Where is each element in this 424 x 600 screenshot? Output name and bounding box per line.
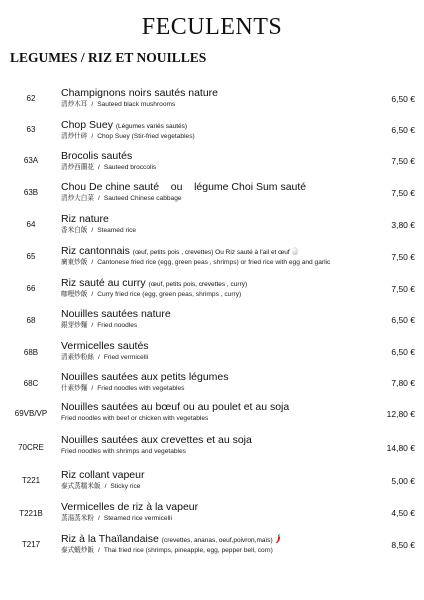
item-english-name: Steamed rice: [97, 227, 137, 234]
item-description: Fried noodles with shrimps and vegetables: [61, 448, 186, 455]
item-price: 4,50 €: [391, 508, 415, 518]
item-description: 香米白飯 / Steamed rice: [61, 227, 137, 234]
item-price: 7,50 €: [391, 156, 415, 166]
item-chinese-name: 銀芽炒麵: [61, 322, 88, 329]
egg-icon: [292, 247, 298, 255]
item-note: (Légumes variés sautés): [115, 123, 188, 130]
item-code: 63B: [23, 188, 39, 197]
item-name-main: Riz à la Thaïlandaise: [61, 533, 159, 545]
menu-item-63: [0, 119, 424, 147]
item-price: 6,50 €: [391, 315, 415, 325]
item-description: Fried noodles with beef or chicken with vegetables: [61, 415, 209, 422]
item-price: 7,50 €: [391, 252, 415, 262]
item-code: 68C: [23, 379, 39, 388]
item-description: 泰式蒸糯米飯 / Sticky rice: [61, 483, 141, 490]
item-description: 咖哩炒飯 / Curry fried rice (egg, green peas, shrimps , curry): [61, 291, 242, 298]
item-chinese-name: 咖哩炒飯: [61, 291, 88, 298]
item-code: 63: [26, 125, 36, 134]
item-price: 7,50 €: [391, 284, 415, 294]
item-price: 5,00 €: [391, 476, 415, 486]
item-price: 6,50 €: [391, 94, 415, 104]
item-code: 68: [26, 316, 36, 325]
menu-item-68c: [0, 371, 424, 399]
item-chinese-name: 什素炒麵: [61, 385, 88, 392]
item-name: Nouilles sautées au bœuf ou au poulet et au soja: [61, 401, 290, 413]
item-name: Chou De chine sauté ou légume Choi Sum sauté: [61, 181, 307, 193]
menu-item-t221: [0, 469, 424, 497]
item-description: 清素炒粉絲 / Fried vermicelli: [61, 354, 149, 361]
item-chinese-name: 泰式蝦炒飯: [61, 547, 94, 554]
item-name: Nouilles sautées nature: [61, 308, 171, 320]
item-name-main: Riz cantonnais: [61, 245, 130, 257]
item-english-name: Steamed rice vermicelli: [103, 515, 172, 522]
item-price: 8,50 €: [391, 540, 415, 550]
item-code: 70CRE: [18, 443, 44, 452]
item-description: 清炒西蘭花 / Sauteed broccolis: [61, 164, 157, 171]
item-chinese-name: 清炒西蘭花: [61, 164, 94, 171]
item-price: 7,50 €: [391, 188, 415, 198]
menu-item-65: [0, 245, 424, 273]
item-code: 66: [26, 284, 36, 293]
item-name: Brocolis sautés: [61, 150, 133, 162]
item-name: Champignons noirs sautés nature: [61, 87, 219, 99]
item-english-name: Fried vermicelli: [103, 354, 149, 361]
item-description: 什素炒麵 / Fried noodles with vegetables: [61, 385, 185, 392]
menu-item-68: [0, 308, 424, 336]
item-code: T217: [21, 540, 41, 549]
menu-item-64: [0, 213, 424, 241]
menu-item-62: [0, 87, 424, 115]
item-note: (œuf, petits pois , crevettes) Ou Riz sauté à l'ail et œuf: [132, 249, 290, 256]
item-description: 清炒木耳 / Sauteed black mushrooms: [61, 101, 176, 108]
item-price: 3,80 €: [391, 220, 415, 230]
item-english-name: Fried noodles with vegetables: [97, 385, 185, 392]
item-name: Nouilles sautées aux petits légumes: [61, 371, 229, 383]
item-chinese-name: 香米白飯: [61, 227, 88, 234]
item-price: 12,80 €: [386, 409, 415, 419]
item-english-name: Thai fried rice (shrimps, pineapple, egg, pepper bell, corn): [103, 547, 273, 554]
item-name: [61, 245, 298, 259]
chili-pepper-icon: [274, 534, 282, 544]
item-english-name: Sauteed Chinese cabbage: [103, 195, 182, 202]
item-english-name: Sauteed black mushrooms: [97, 101, 176, 108]
item-price: 6,50 €: [391, 125, 415, 135]
item-name: [61, 533, 282, 547]
item-name: Riz collant vapeur: [61, 469, 145, 481]
menu-item-t221b: [0, 501, 424, 529]
item-english-name: Sauteed broccolis: [103, 164, 157, 171]
menu-item-63b: [0, 181, 424, 209]
item-english-name: Chop Suey (Stir-fried vegetables): [97, 133, 195, 140]
item-name-main: Chop Suey: [61, 119, 113, 131]
item-chinese-name: 泰式蒸糯米飯: [61, 483, 101, 490]
item-note: (crevettes, ananas, oeuf,poivron,maïs): [161, 537, 273, 544]
item-name-main: Riz sauté au curry: [61, 277, 146, 289]
section-subtitle: LEGUMES / RIZ ET NOUILLES: [10, 50, 207, 65]
menu-item-70cre: [0, 434, 424, 462]
item-description: 清炒什碎 / Chop Suey (Stir-fried vegetables): [61, 133, 195, 140]
item-code: 68B: [23, 348, 39, 357]
menu-item-t217: [0, 533, 424, 561]
menu-item-68b: [0, 340, 424, 368]
item-code: T221: [21, 476, 41, 485]
item-description: 泰式蝦炒飯 / Thai fried rice (shrimps, pineapple, egg, pepper bell, corn): [61, 547, 273, 554]
item-code: 65: [26, 252, 36, 261]
item-description: 廣東炒飯 / Cantonese fried rice (egg, green peas , shrimps) or fried rice with egg and garlic: [61, 259, 331, 266]
item-price: 14,80 €: [386, 443, 415, 453]
item-chinese-name: 清炒木耳: [61, 101, 88, 108]
item-description: 銀芽炒麵 / Fried noodles: [61, 322, 138, 329]
item-chinese-name: 蒸湯蒸米粉: [61, 515, 94, 522]
item-chinese-name: 廣東炒飯: [61, 259, 88, 266]
item-english-name: Sticky rice: [110, 483, 141, 490]
item-name: [61, 277, 247, 291]
menu-item-69vb-vp: [0, 401, 424, 429]
item-chinese-name: 清炒大白菜: [61, 195, 94, 202]
item-price: 7,80 €: [391, 378, 415, 388]
item-code: 62: [26, 94, 36, 103]
item-name: Vermicelles sautés: [61, 340, 149, 352]
item-price: 6,50 €: [391, 347, 415, 357]
item-english-name: Curry fried rice (egg, green peas, shrimps , curry): [97, 291, 242, 298]
menu-item-63a: [0, 150, 424, 178]
item-name: Nouilles sautées aux crevettes et au soja: [61, 434, 252, 446]
item-code: 69VB/VP: [14, 409, 48, 418]
item-name: [61, 119, 187, 133]
item-description: 清炒大白菜 / Sauteed Chinese cabbage: [61, 195, 182, 202]
item-code: 64: [26, 220, 36, 229]
item-english-name: Fried noodles: [97, 322, 138, 329]
menu-item-66: [0, 277, 424, 305]
item-code: T221B: [19, 509, 43, 518]
item-english-name: Cantonese fried rice (egg, green peas , shrimps) or fried rice with egg and garlic: [97, 259, 331, 266]
item-code: 63A: [23, 156, 39, 165]
item-name: Riz nature: [61, 213, 109, 225]
item-note: (œuf, petits pois, crevettes , curry): [148, 281, 248, 288]
item-name: Vermicelles de riz à la vapeur: [61, 501, 199, 513]
item-chinese-name: 清素炒粉絲: [61, 354, 94, 361]
item-description: 蒸湯蒸米粉 / Steamed rice vermicelli: [61, 515, 172, 522]
page-title: FECULENTS: [141, 14, 283, 40]
item-chinese-name: 清炒什碎: [61, 133, 88, 140]
